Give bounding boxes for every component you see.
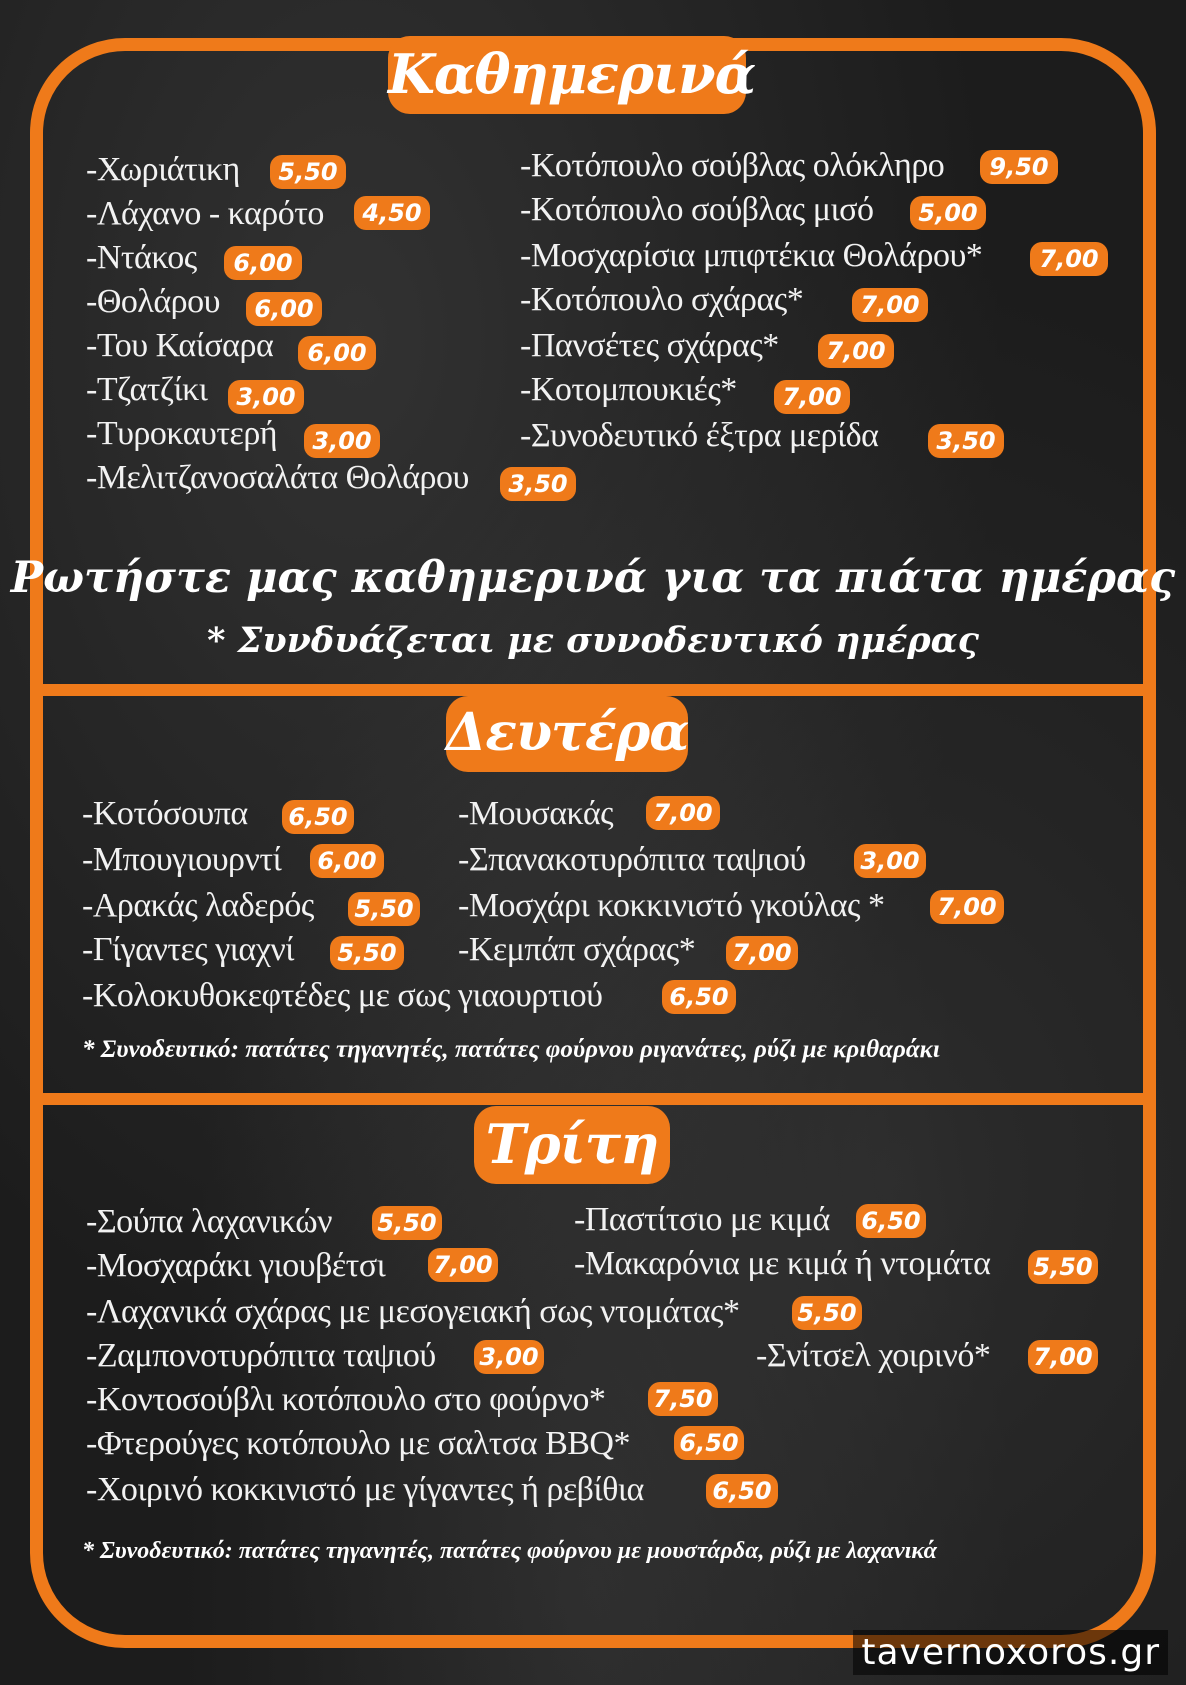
menu-item-name: -Κοτόσουπα xyxy=(82,795,248,832)
menu-item-name: -Σούπα λαχανικών xyxy=(86,1203,332,1240)
menu-item-price: 5,50 xyxy=(330,936,404,970)
menu-item-name: -Κολοκυθοκεφτέδες με σως γιαουρτιού xyxy=(82,977,603,1014)
menu-item-name: -Κοτόπουλο σχάρας* xyxy=(520,281,804,318)
section-title-daily: Καθημερινά xyxy=(388,36,746,114)
menu-item-name: -Χοιρινό κοκκινιστό με γίγαντες ή ρεβίθια xyxy=(86,1471,644,1508)
menu-item-price: 7,00 xyxy=(646,796,720,830)
section-title-tuesday: Τρίτη xyxy=(474,1106,670,1184)
menu-item-name: -Φτερούγες κοτόπουλο με σαλτσα BBQ* xyxy=(86,1425,630,1462)
menu-item-price: 3,00 xyxy=(304,424,380,458)
menu-item-name: -Σνίτσελ χοιρινό* xyxy=(756,1337,991,1374)
menu-item-price: 5,50 xyxy=(1028,1250,1098,1284)
menu-item-name: -Μοσχαρίσια μπιφτέκια Θολάρου* xyxy=(520,237,983,274)
menu-item-name: -Χωριάτικη xyxy=(86,151,240,188)
menu-item-price: 6,50 xyxy=(706,1474,778,1508)
menu-item-price: 7,00 xyxy=(852,288,928,322)
menu-item-name: -Λάχανο - καρότο xyxy=(86,195,324,232)
menu-item-name: -Μπουγιουρντί xyxy=(82,841,282,878)
menu-item-price: 7,00 xyxy=(818,334,894,368)
menu-item-price: 3,00 xyxy=(854,844,926,878)
menu-item-price: 6,00 xyxy=(224,246,302,280)
menu-item-name: -Μελιτζανοσαλάτα Θολάρου xyxy=(86,459,469,496)
menu-item-price: 3,50 xyxy=(500,467,576,501)
site-watermark: tavernoxoros.gr xyxy=(853,1630,1168,1675)
menu-item-price: 7,00 xyxy=(1028,1340,1098,1374)
tuesday-side-note: * Συνοδευτικό: πατάτες τηγανητές, πατάτες φούρνου με μουστάρδα, ρύζι με λαχανικά xyxy=(82,1538,937,1564)
menu-item-name: -Αρακάς λαδερός xyxy=(82,887,314,924)
menu-item-name: -Κοντοσούβλι κοτόπουλο στο φούρνο* xyxy=(86,1381,606,1418)
daily-dishes-note: Ρωτήστε μας καθημερινά για τα πιάτα ημέρας xyxy=(10,553,1176,603)
menu-item-name: -Κοτόπουλο σούβλας ολόκληρο xyxy=(520,147,945,184)
menu-item-name: -Ζαμπονοτυρόπιτα ταψιού xyxy=(86,1337,436,1374)
menu-item-name: -Συνοδευτικό έξτρα μερίδα xyxy=(520,417,879,454)
menu-item-name: -Παστίτσιο με κιμά xyxy=(574,1201,830,1238)
menu-item-price: 7,00 xyxy=(1030,242,1108,276)
menu-item-price: 6,50 xyxy=(662,980,736,1014)
menu-item-name: -Τυροκαυτερή xyxy=(86,415,278,452)
section-divider xyxy=(34,1093,1152,1105)
menu-item-name: -Μοσχαράκι γιουβέτσι xyxy=(86,1247,386,1284)
menu-item-price: 5,50 xyxy=(348,892,420,926)
menu-item-name: -Κεμπάπ σχάρας* xyxy=(458,931,696,968)
menu-item-name: -Θολάρου xyxy=(86,283,220,320)
menu-item-name: -Λαχανικά σχάρας με μεσογειακή σως ντομάτας* xyxy=(86,1293,740,1330)
menu-item-price: 5,50 xyxy=(372,1206,442,1240)
menu-item-price: 7,00 xyxy=(726,936,798,970)
side-dish-note: * Συνδυάζεται με συνοδευτικό ημέρας xyxy=(207,620,979,661)
menu-item-price: 5,00 xyxy=(910,196,986,230)
menu-item-name: -Κοτόπουλο σούβλας μισό xyxy=(520,191,874,228)
menu-item-name: -Του Καίσαρα xyxy=(86,327,274,364)
menu-item-name: -Μοσχάρι κοκκινιστό γκούλας * xyxy=(458,887,885,924)
menu-item-price: 6,50 xyxy=(674,1426,744,1460)
menu-item-price: 7,50 xyxy=(648,1382,718,1416)
menu-item-price: 3,50 xyxy=(928,424,1004,458)
monday-side-note: * Συνοδευτικό: πατάτες τηγανητές, πατάτες φούρνου ριγανάτες, ρύζι με κριθαράκι xyxy=(82,1036,940,1063)
menu-item-name: -Ντάκος xyxy=(86,239,197,276)
menu-item-price: 7,00 xyxy=(774,380,850,414)
menu-item-price: 3,00 xyxy=(228,380,304,414)
menu-item-name: -Μουσακάς xyxy=(458,795,614,832)
menu-item-price: 6,00 xyxy=(246,292,322,326)
menu-item-price: 6,50 xyxy=(856,1204,926,1238)
menu-item-price: 6,50 xyxy=(282,800,354,834)
section-divider xyxy=(34,684,1152,696)
menu-item-price: 5,50 xyxy=(270,155,346,189)
menu-item-price: 7,00 xyxy=(428,1248,498,1282)
menu-item-price: 6,00 xyxy=(298,336,376,370)
menu-item-name: -Γίγαντες γιαχνί xyxy=(82,931,294,968)
menu-item-name: -Πανσέτες σχάρας* xyxy=(520,327,779,364)
menu-item-name: -Σπανακοτυρόπιτα ταψιού xyxy=(458,841,806,878)
menu-item-price: 5,50 xyxy=(792,1296,862,1330)
menu-item-price: 6,00 xyxy=(310,844,384,878)
menu-item-name: -Μακαρόνια με κιμά ή ντομάτα xyxy=(574,1245,991,1282)
menu-item-name: -Κοτομπουκιές* xyxy=(520,371,737,408)
menu-item-price: 3,00 xyxy=(474,1340,544,1374)
menu-item-name: -Τζατζίκι xyxy=(86,371,208,408)
menu-item-price: 7,00 xyxy=(930,890,1004,924)
section-title-monday: Δευτέρα xyxy=(446,696,688,772)
menu-item-price: 9,50 xyxy=(980,150,1058,184)
menu-item-price: 4,50 xyxy=(354,196,430,230)
